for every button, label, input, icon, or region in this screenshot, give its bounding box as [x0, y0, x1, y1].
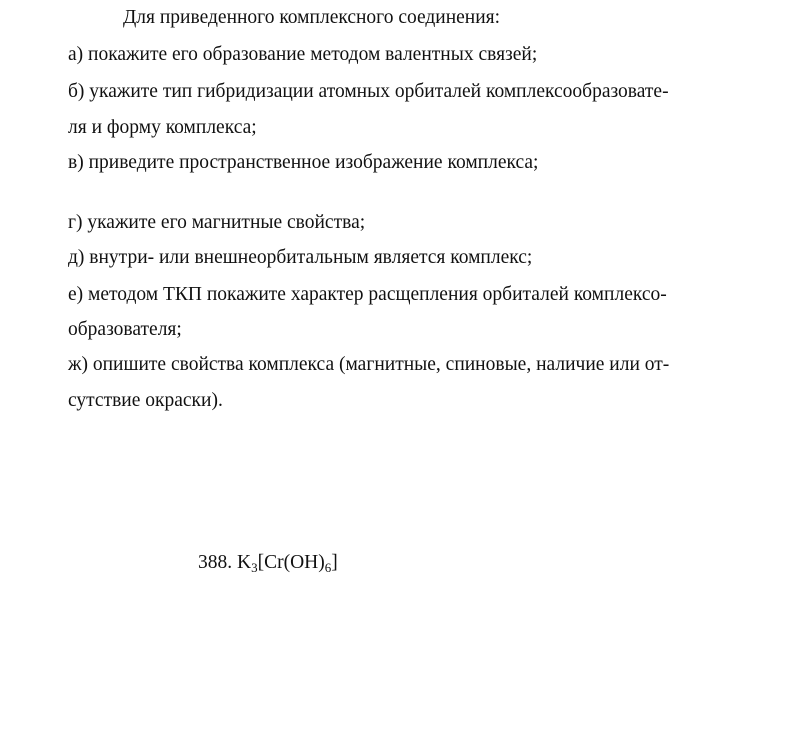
- item-g: г) укажите его магнитные свойства;: [68, 212, 366, 233]
- formula-subscript-2: 6: [324, 560, 332, 575]
- item-a: а) покажите его образование методом валентных связей;: [68, 44, 538, 65]
- item-b: б) укажите тип гибридизации атомных орбиталей комплексообразовате-: [68, 81, 669, 102]
- item-zh-continued: сутствие окраски).: [68, 390, 223, 411]
- item-zh: ж) опишите свойства комплекса (магнитные, спиновые, наличие или от-: [68, 354, 670, 375]
- formula-subscript-1: 3: [251, 560, 258, 575]
- compound-formula: [198, 551, 338, 575]
- formula-part-1: K: [237, 552, 252, 573]
- formula-part-3: ]: [331, 552, 338, 573]
- intro-text: Для приведенного комплексного соединения:: [123, 7, 501, 28]
- item-b-continued: ля и форму комплекса;: [68, 117, 257, 138]
- formula-part-2: [Cr(OH): [257, 552, 325, 573]
- item-e: е) методом ТКП покажите характер расщепления орбиталей комплексо-: [68, 284, 667, 305]
- item-v: в) приведите пространственное изображение комплекса;: [68, 152, 539, 173]
- item-d: д) внутри- или внешнеорбитальным является комплекс;: [68, 247, 533, 268]
- problem-number: 388.: [198, 552, 233, 573]
- item-e-continued: образователя;: [68, 319, 182, 340]
